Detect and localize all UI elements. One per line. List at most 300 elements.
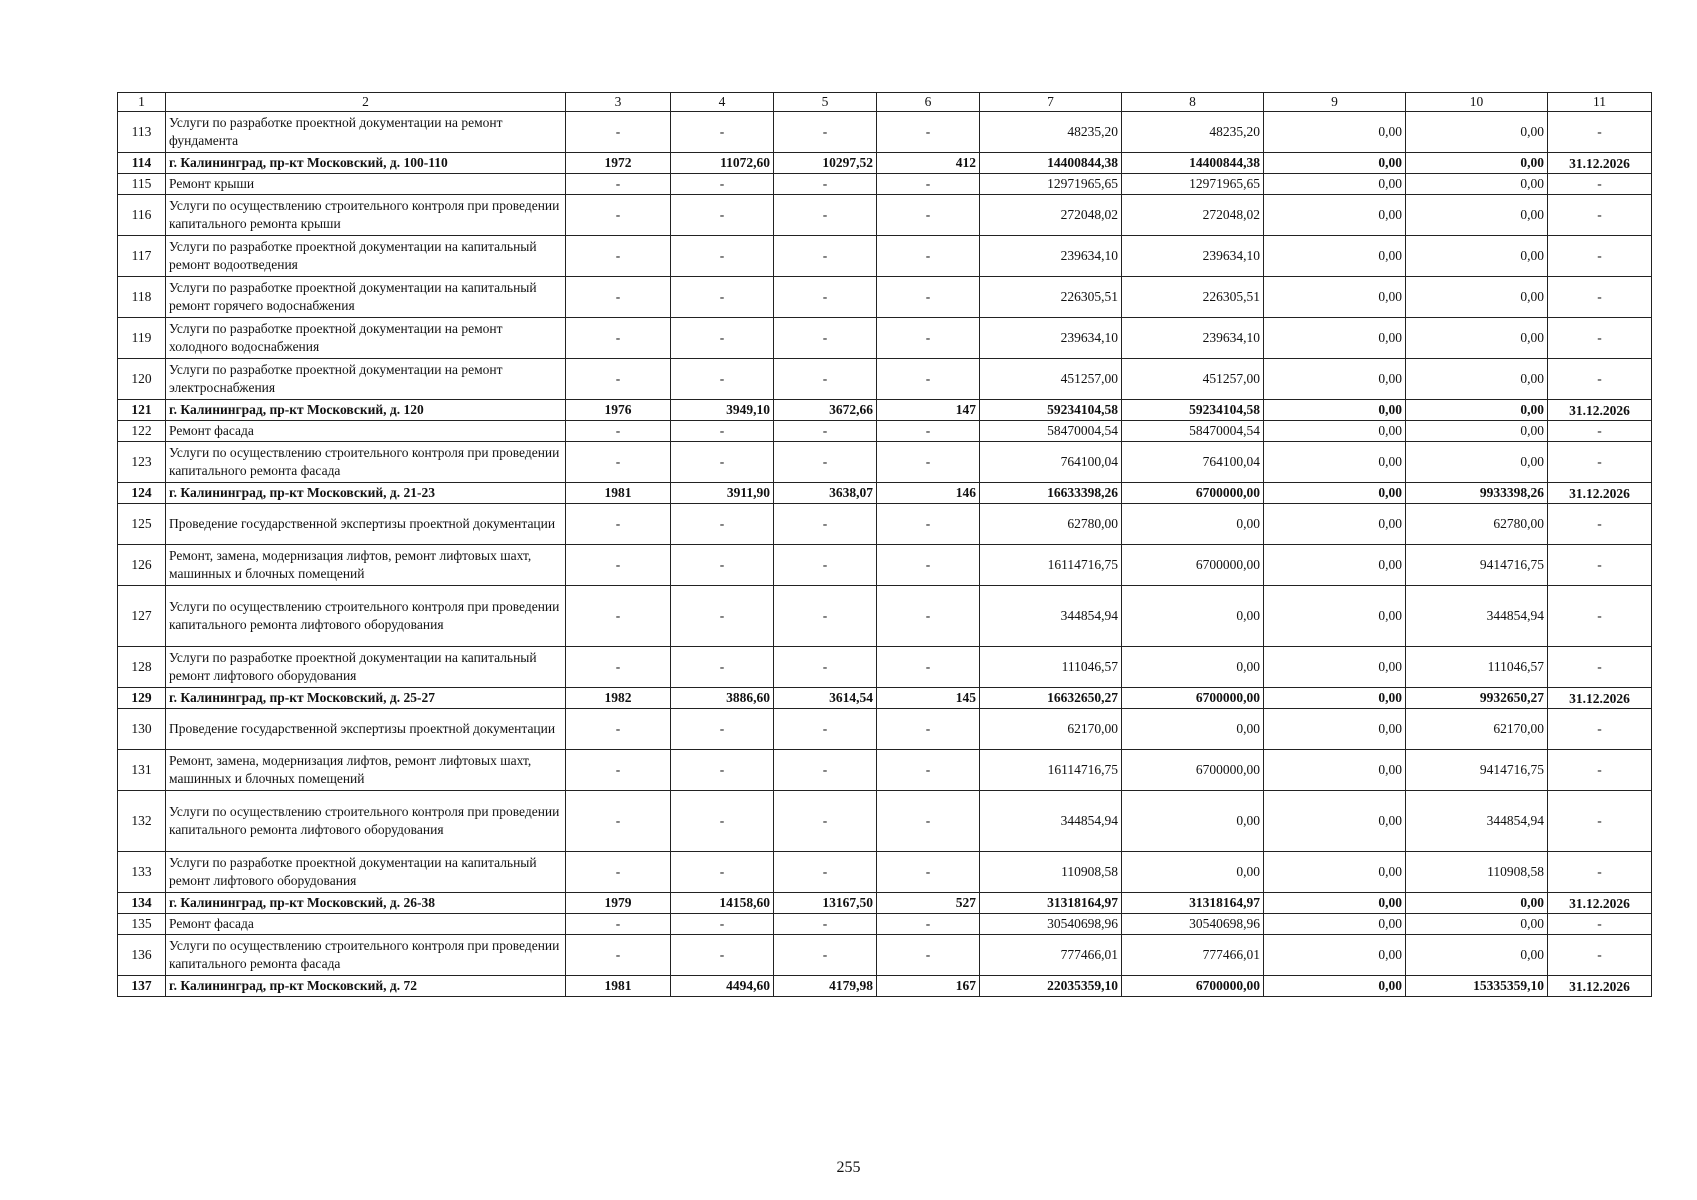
row-number-cell: 121: [118, 400, 166, 421]
total-cost-cell: 111046,57: [980, 647, 1122, 688]
total-area-cell: -: [671, 647, 774, 688]
year-cell: 1972: [566, 153, 671, 174]
work-item-row: [118, 442, 1652, 483]
row-number-cell: 115: [118, 174, 166, 195]
budget-cost-cell: 0,00: [1264, 504, 1406, 545]
deadline-cell: -: [1548, 318, 1652, 359]
deadline-cell: 31.12.2026: [1548, 893, 1652, 914]
residents-cell: -: [877, 277, 980, 318]
residents-cell: -: [877, 586, 980, 647]
budget-cost-cell: 0,00: [1264, 174, 1406, 195]
row-number-cell: 131: [118, 750, 166, 791]
total-area-cell: 3911,90: [671, 483, 774, 504]
total-cost-cell: 12971965,65: [980, 174, 1122, 195]
column-header: 5: [774, 93, 877, 112]
page-number: 255: [836, 1159, 861, 1176]
budget-cost-cell: 0,00: [1264, 893, 1406, 914]
total-area-cell: -: [671, 935, 774, 976]
budget-cost-cell: 0,00: [1264, 277, 1406, 318]
fund-cost-cell: 451257,00: [1122, 359, 1264, 400]
residents-cell: -: [877, 195, 980, 236]
year-cell: -: [566, 586, 671, 647]
work-item-row: [118, 359, 1652, 400]
residents-cell: 527: [877, 893, 980, 914]
budget-cost-cell: 0,00: [1264, 688, 1406, 709]
fund-cost-cell: 12971965,65: [1122, 174, 1264, 195]
other-cost-cell: 0,00: [1406, 277, 1548, 318]
column-header: 11: [1548, 93, 1652, 112]
total-area-cell: -: [671, 421, 774, 442]
total-area-cell: -: [671, 914, 774, 935]
total-cost-cell: 272048,02: [980, 195, 1122, 236]
fund-cost-cell: 14400844,38: [1122, 153, 1264, 174]
row-number-cell: 122: [118, 421, 166, 442]
residents-cell: -: [877, 442, 980, 483]
living-area-cell: -: [774, 852, 877, 893]
year-cell: -: [566, 791, 671, 852]
residents-cell: -: [877, 359, 980, 400]
row-number-cell: 124: [118, 483, 166, 504]
total-cost-cell: 58470004,54: [980, 421, 1122, 442]
deadline-cell: -: [1548, 174, 1652, 195]
total-area-cell: -: [671, 277, 774, 318]
residents-cell: -: [877, 709, 980, 750]
deadline-cell: 31.12.2026: [1548, 976, 1652, 997]
address-row: [118, 688, 1652, 709]
living-area-cell: -: [774, 236, 877, 277]
fund-cost-cell: 0,00: [1122, 504, 1264, 545]
year-cell: -: [566, 236, 671, 277]
description-cell: Услуги по разработке проектной документации на ремонт фундамента: [166, 112, 566, 153]
total-area-cell: -: [671, 195, 774, 236]
total-cost-cell: 239634,10: [980, 318, 1122, 359]
total-area-cell: 11072,60: [671, 153, 774, 174]
other-cost-cell: 0,00: [1406, 935, 1548, 976]
deadline-cell: -: [1548, 647, 1652, 688]
other-cost-cell: 111046,57: [1406, 647, 1548, 688]
column-header: 2: [166, 93, 566, 112]
fund-cost-cell: 6700000,00: [1122, 545, 1264, 586]
year-cell: -: [566, 359, 671, 400]
deadline-cell: -: [1548, 195, 1652, 236]
description-cell: Ремонт, замена, модернизация лифтов, ремонт лифтовых шахт, машинных и блочных помещений: [166, 545, 566, 586]
address-row: [118, 483, 1652, 504]
fund-cost-cell: 272048,02: [1122, 195, 1264, 236]
deadline-cell: -: [1548, 750, 1652, 791]
total-area-cell: -: [671, 709, 774, 750]
residents-cell: -: [877, 647, 980, 688]
residents-cell: 147: [877, 400, 980, 421]
row-number-cell: 135: [118, 914, 166, 935]
work-item-row: [118, 647, 1652, 688]
description-cell: г. Калининград, пр-кт Московский, д. 21-23: [166, 483, 566, 504]
row-number-cell: 113: [118, 112, 166, 153]
column-header: 1: [118, 93, 166, 112]
total-area-cell: 3886,60: [671, 688, 774, 709]
budget-cost-cell: 0,00: [1264, 647, 1406, 688]
year-cell: -: [566, 442, 671, 483]
total-cost-cell: 14400844,38: [980, 153, 1122, 174]
fund-cost-cell: 6700000,00: [1122, 483, 1264, 504]
row-number-cell: 137: [118, 976, 166, 997]
other-cost-cell: 0,00: [1406, 112, 1548, 153]
work-item-row: [118, 586, 1652, 647]
budget-cost-cell: 0,00: [1264, 483, 1406, 504]
living-area-cell: -: [774, 359, 877, 400]
fund-cost-cell: 6700000,00: [1122, 976, 1264, 997]
row-number-cell: 119: [118, 318, 166, 359]
residents-cell: -: [877, 935, 980, 976]
year-cell: -: [566, 852, 671, 893]
budget-cost-cell: 0,00: [1264, 914, 1406, 935]
total-cost-cell: 30540698,96: [980, 914, 1122, 935]
row-number-cell: 120: [118, 359, 166, 400]
fund-cost-cell: 0,00: [1122, 709, 1264, 750]
other-cost-cell: 9414716,75: [1406, 750, 1548, 791]
total-area-cell: -: [671, 174, 774, 195]
other-cost-cell: 9933398,26: [1406, 483, 1548, 504]
fund-cost-cell: 764100,04: [1122, 442, 1264, 483]
address-row: [118, 976, 1652, 997]
other-cost-cell: 0,00: [1406, 400, 1548, 421]
residents-cell: -: [877, 504, 980, 545]
row-number-cell: 126: [118, 545, 166, 586]
budget-cost-cell: 0,00: [1264, 791, 1406, 852]
description-cell: Ремонт, замена, модернизация лифтов, ремонт лифтовых шахт, машинных и блочных помещений: [166, 750, 566, 791]
deadline-cell: -: [1548, 852, 1652, 893]
column-number-header-row: [118, 93, 1652, 112]
total-cost-cell: 239634,10: [980, 236, 1122, 277]
work-item-row: [118, 791, 1652, 852]
description-cell: Услуги по разработке проектной документации на ремонт электроснабжения: [166, 359, 566, 400]
year-cell: -: [566, 112, 671, 153]
work-item-row: [118, 914, 1652, 935]
row-number-cell: 134: [118, 893, 166, 914]
budget-cost-cell: 0,00: [1264, 442, 1406, 483]
table-body: [118, 93, 1652, 997]
living-area-cell: -: [774, 421, 877, 442]
row-number-cell: 125: [118, 504, 166, 545]
row-number-cell: 129: [118, 688, 166, 709]
deadline-cell: -: [1548, 504, 1652, 545]
deadline-cell: -: [1548, 359, 1652, 400]
residents-cell: -: [877, 545, 980, 586]
description-cell: г. Калининград, пр-кт Московский, д. 100-110: [166, 153, 566, 174]
total-area-cell: -: [671, 112, 774, 153]
year-cell: -: [566, 914, 671, 935]
budget-cost-cell: 0,00: [1264, 318, 1406, 359]
budget-cost-cell: 0,00: [1264, 195, 1406, 236]
work-item-row: [118, 236, 1652, 277]
total-cost-cell: 344854,94: [980, 791, 1122, 852]
total-area-cell: -: [671, 359, 774, 400]
total-area-cell: -: [671, 750, 774, 791]
residents-cell: -: [877, 174, 980, 195]
deadline-cell: -: [1548, 112, 1652, 153]
column-header: 9: [1264, 93, 1406, 112]
deadline-cell: -: [1548, 791, 1652, 852]
fund-cost-cell: 59234104,58: [1122, 400, 1264, 421]
address-row: [118, 400, 1652, 421]
living-area-cell: 3672,66: [774, 400, 877, 421]
other-cost-cell: 0,00: [1406, 195, 1548, 236]
description-cell: Услуги по разработке проектной документации на капитальный ремонт лифтового оборудования: [166, 852, 566, 893]
year-cell: -: [566, 545, 671, 586]
total-area-cell: -: [671, 236, 774, 277]
living-area-cell: -: [774, 545, 877, 586]
other-cost-cell: 0,00: [1406, 174, 1548, 195]
work-item-row: [118, 318, 1652, 359]
living-area-cell: -: [774, 791, 877, 852]
residents-cell: -: [877, 236, 980, 277]
row-number-cell: 127: [118, 586, 166, 647]
description-cell: Услуги по разработке проектной документации на капитальный ремонт лифтового оборудования: [166, 647, 566, 688]
description-cell: Услуги по разработке проектной документации на ремонт холодного водоснабжения: [166, 318, 566, 359]
budget-cost-cell: 0,00: [1264, 976, 1406, 997]
year-cell: -: [566, 421, 671, 442]
other-cost-cell: 344854,94: [1406, 791, 1548, 852]
budget-cost-cell: 0,00: [1264, 709, 1406, 750]
budget-cost-cell: 0,00: [1264, 236, 1406, 277]
description-cell: Ремонт фасада: [166, 914, 566, 935]
living-area-cell: 3638,07: [774, 483, 877, 504]
other-cost-cell: 9414716,75: [1406, 545, 1548, 586]
residents-cell: -: [877, 112, 980, 153]
year-cell: -: [566, 277, 671, 318]
deadline-cell: -: [1548, 421, 1652, 442]
total-area-cell: 3949,10: [671, 400, 774, 421]
column-header: 8: [1122, 93, 1264, 112]
living-area-cell: -: [774, 709, 877, 750]
description-cell: г. Калининград, пр-кт Московский, д. 25-27: [166, 688, 566, 709]
fund-cost-cell: 58470004,54: [1122, 421, 1264, 442]
living-area-cell: -: [774, 112, 877, 153]
residents-cell: -: [877, 852, 980, 893]
total-cost-cell: 110908,58: [980, 852, 1122, 893]
living-area-cell: -: [774, 504, 877, 545]
year-cell: 1981: [566, 976, 671, 997]
description-cell: Услуги по осуществлению строительного контроля при проведении капитального ремонта лифтового оборудования: [166, 791, 566, 852]
other-cost-cell: 62780,00: [1406, 504, 1548, 545]
living-area-cell: -: [774, 647, 877, 688]
budget-cost-cell: 0,00: [1264, 586, 1406, 647]
column-header: 4: [671, 93, 774, 112]
living-area-cell: -: [774, 914, 877, 935]
total-cost-cell: 764100,04: [980, 442, 1122, 483]
total-area-cell: -: [671, 442, 774, 483]
year-cell: 1982: [566, 688, 671, 709]
living-area-cell: -: [774, 750, 877, 791]
other-cost-cell: 0,00: [1406, 421, 1548, 442]
other-cost-cell: 0,00: [1406, 318, 1548, 359]
total-area-cell: 14158,60: [671, 893, 774, 914]
description-cell: Услуги по осуществлению строительного контроля при проведении капитального ремонта фасада: [166, 935, 566, 976]
description-cell: Услуги по разработке проектной документации на капитальный ремонт горячего водоснабжения: [166, 277, 566, 318]
residents-cell: -: [877, 914, 980, 935]
budget-cost-cell: 0,00: [1264, 750, 1406, 791]
other-cost-cell: 0,00: [1406, 153, 1548, 174]
budget-cost-cell: 0,00: [1264, 545, 1406, 586]
total-area-cell: -: [671, 586, 774, 647]
other-cost-cell: 62170,00: [1406, 709, 1548, 750]
deadline-cell: -: [1548, 236, 1652, 277]
total-cost-cell: 16114716,75: [980, 545, 1122, 586]
deadline-cell: 31.12.2026: [1548, 400, 1652, 421]
budget-cost-cell: 0,00: [1264, 400, 1406, 421]
description-cell: Услуги по осуществлению строительного контроля при проведении капитального ремонта лифтового оборудования: [166, 586, 566, 647]
other-cost-cell: 15335359,10: [1406, 976, 1548, 997]
row-number-cell: 132: [118, 791, 166, 852]
living-area-cell: -: [774, 586, 877, 647]
description-cell: г. Калининград, пр-кт Московский, д. 26-38: [166, 893, 566, 914]
other-cost-cell: 0,00: [1406, 914, 1548, 935]
work-item-row: [118, 709, 1652, 750]
fund-cost-cell: 0,00: [1122, 647, 1264, 688]
fund-cost-cell: 777466,01: [1122, 935, 1264, 976]
year-cell: -: [566, 935, 671, 976]
budget-cost-cell: 0,00: [1264, 153, 1406, 174]
work-item-row: [118, 852, 1652, 893]
residents-cell: 412: [877, 153, 980, 174]
total-cost-cell: 777466,01: [980, 935, 1122, 976]
total-area-cell: -: [671, 852, 774, 893]
fund-cost-cell: 48235,20: [1122, 112, 1264, 153]
budget-cost-cell: 0,00: [1264, 852, 1406, 893]
work-item-row: [118, 545, 1652, 586]
other-cost-cell: 110908,58: [1406, 852, 1548, 893]
row-number-cell: 114: [118, 153, 166, 174]
deadline-cell: -: [1548, 586, 1652, 647]
living-area-cell: -: [774, 442, 877, 483]
deadline-cell: 31.12.2026: [1548, 153, 1652, 174]
work-item-row: [118, 112, 1652, 153]
other-cost-cell: 0,00: [1406, 359, 1548, 400]
living-area-cell: -: [774, 277, 877, 318]
row-number-cell: 123: [118, 442, 166, 483]
year-cell: -: [566, 504, 671, 545]
description-cell: Услуги по осуществлению строительного контроля при проведении капитального ремонта крыши: [166, 195, 566, 236]
total-cost-cell: 344854,94: [980, 586, 1122, 647]
total-cost-cell: 62780,00: [980, 504, 1122, 545]
fund-cost-cell: 0,00: [1122, 852, 1264, 893]
row-number-cell: 117: [118, 236, 166, 277]
living-area-cell: 3614,54: [774, 688, 877, 709]
other-cost-cell: 0,00: [1406, 442, 1548, 483]
deadline-cell: -: [1548, 545, 1652, 586]
column-header: 10: [1406, 93, 1548, 112]
row-number-cell: 130: [118, 709, 166, 750]
row-number-cell: 118: [118, 277, 166, 318]
year-cell: 1981: [566, 483, 671, 504]
fund-cost-cell: 30540698,96: [1122, 914, 1264, 935]
fund-cost-cell: 0,00: [1122, 791, 1264, 852]
work-item-row: [118, 935, 1652, 976]
other-cost-cell: 344854,94: [1406, 586, 1548, 647]
fund-cost-cell: 6700000,00: [1122, 688, 1264, 709]
address-row: [118, 153, 1652, 174]
total-cost-cell: 16633398,26: [980, 483, 1122, 504]
total-area-cell: 4494,60: [671, 976, 774, 997]
year-cell: -: [566, 750, 671, 791]
residents-cell: -: [877, 750, 980, 791]
address-row: [118, 893, 1652, 914]
deadline-cell: 31.12.2026: [1548, 688, 1652, 709]
description-cell: Проведение государственной экспертизы проектной документации: [166, 709, 566, 750]
budget-cost-cell: 0,00: [1264, 421, 1406, 442]
total-cost-cell: 62170,00: [980, 709, 1122, 750]
total-cost-cell: 226305,51: [980, 277, 1122, 318]
total-cost-cell: 451257,00: [980, 359, 1122, 400]
living-area-cell: -: [774, 318, 877, 359]
total-area-cell: -: [671, 545, 774, 586]
other-cost-cell: 0,00: [1406, 893, 1548, 914]
work-item-row: [118, 504, 1652, 545]
work-item-row: [118, 195, 1652, 236]
row-number-cell: 128: [118, 647, 166, 688]
living-area-cell: -: [774, 174, 877, 195]
total-cost-cell: 48235,20: [980, 112, 1122, 153]
fund-cost-cell: 6700000,00: [1122, 750, 1264, 791]
description-cell: Проведение государственной экспертизы проектной документации: [166, 504, 566, 545]
residents-cell: 145: [877, 688, 980, 709]
description-cell: Услуги по разработке проектной документации на капитальный ремонт водоотведения: [166, 236, 566, 277]
year-cell: 1979: [566, 893, 671, 914]
deadline-cell: -: [1548, 935, 1652, 976]
deadline-cell: -: [1548, 709, 1652, 750]
work-item-row: [118, 421, 1652, 442]
living-area-cell: 10297,52: [774, 153, 877, 174]
description-cell: Ремонт фасада: [166, 421, 566, 442]
total-cost-cell: 31318164,97: [980, 893, 1122, 914]
description-cell: г. Калининград, пр-кт Московский, д. 72: [166, 976, 566, 997]
total-area-cell: -: [671, 791, 774, 852]
total-cost-cell: 16114716,75: [980, 750, 1122, 791]
year-cell: -: [566, 647, 671, 688]
row-number-cell: 133: [118, 852, 166, 893]
other-cost-cell: 0,00: [1406, 236, 1548, 277]
row-number-cell: 136: [118, 935, 166, 976]
living-area-cell: 13167,50: [774, 893, 877, 914]
residents-cell: -: [877, 421, 980, 442]
year-cell: -: [566, 709, 671, 750]
work-item-row: [118, 277, 1652, 318]
total-cost-cell: 16632650,27: [980, 688, 1122, 709]
fund-cost-cell: 0,00: [1122, 586, 1264, 647]
budget-cost-cell: 0,00: [1264, 359, 1406, 400]
living-area-cell: -: [774, 935, 877, 976]
year-cell: -: [566, 318, 671, 359]
residents-cell: -: [877, 791, 980, 852]
fund-cost-cell: 239634,10: [1122, 236, 1264, 277]
repair-program-table: [117, 92, 1652, 997]
year-cell: -: [566, 195, 671, 236]
total-cost-cell: 22035359,10: [980, 976, 1122, 997]
description-cell: Услуги по осуществлению строительного контроля при проведении капитального ремонта фасада: [166, 442, 566, 483]
fund-cost-cell: 239634,10: [1122, 318, 1264, 359]
total-area-cell: -: [671, 504, 774, 545]
deadline-cell: -: [1548, 277, 1652, 318]
column-header: 3: [566, 93, 671, 112]
living-area-cell: 4179,98: [774, 976, 877, 997]
work-item-row: [118, 750, 1652, 791]
budget-cost-cell: 0,00: [1264, 935, 1406, 976]
residents-cell: 146: [877, 483, 980, 504]
living-area-cell: -: [774, 195, 877, 236]
residents-cell: 167: [877, 976, 980, 997]
column-header: 6: [877, 93, 980, 112]
description-cell: г. Калининград, пр-кт Московский, д. 120: [166, 400, 566, 421]
year-cell: -: [566, 174, 671, 195]
